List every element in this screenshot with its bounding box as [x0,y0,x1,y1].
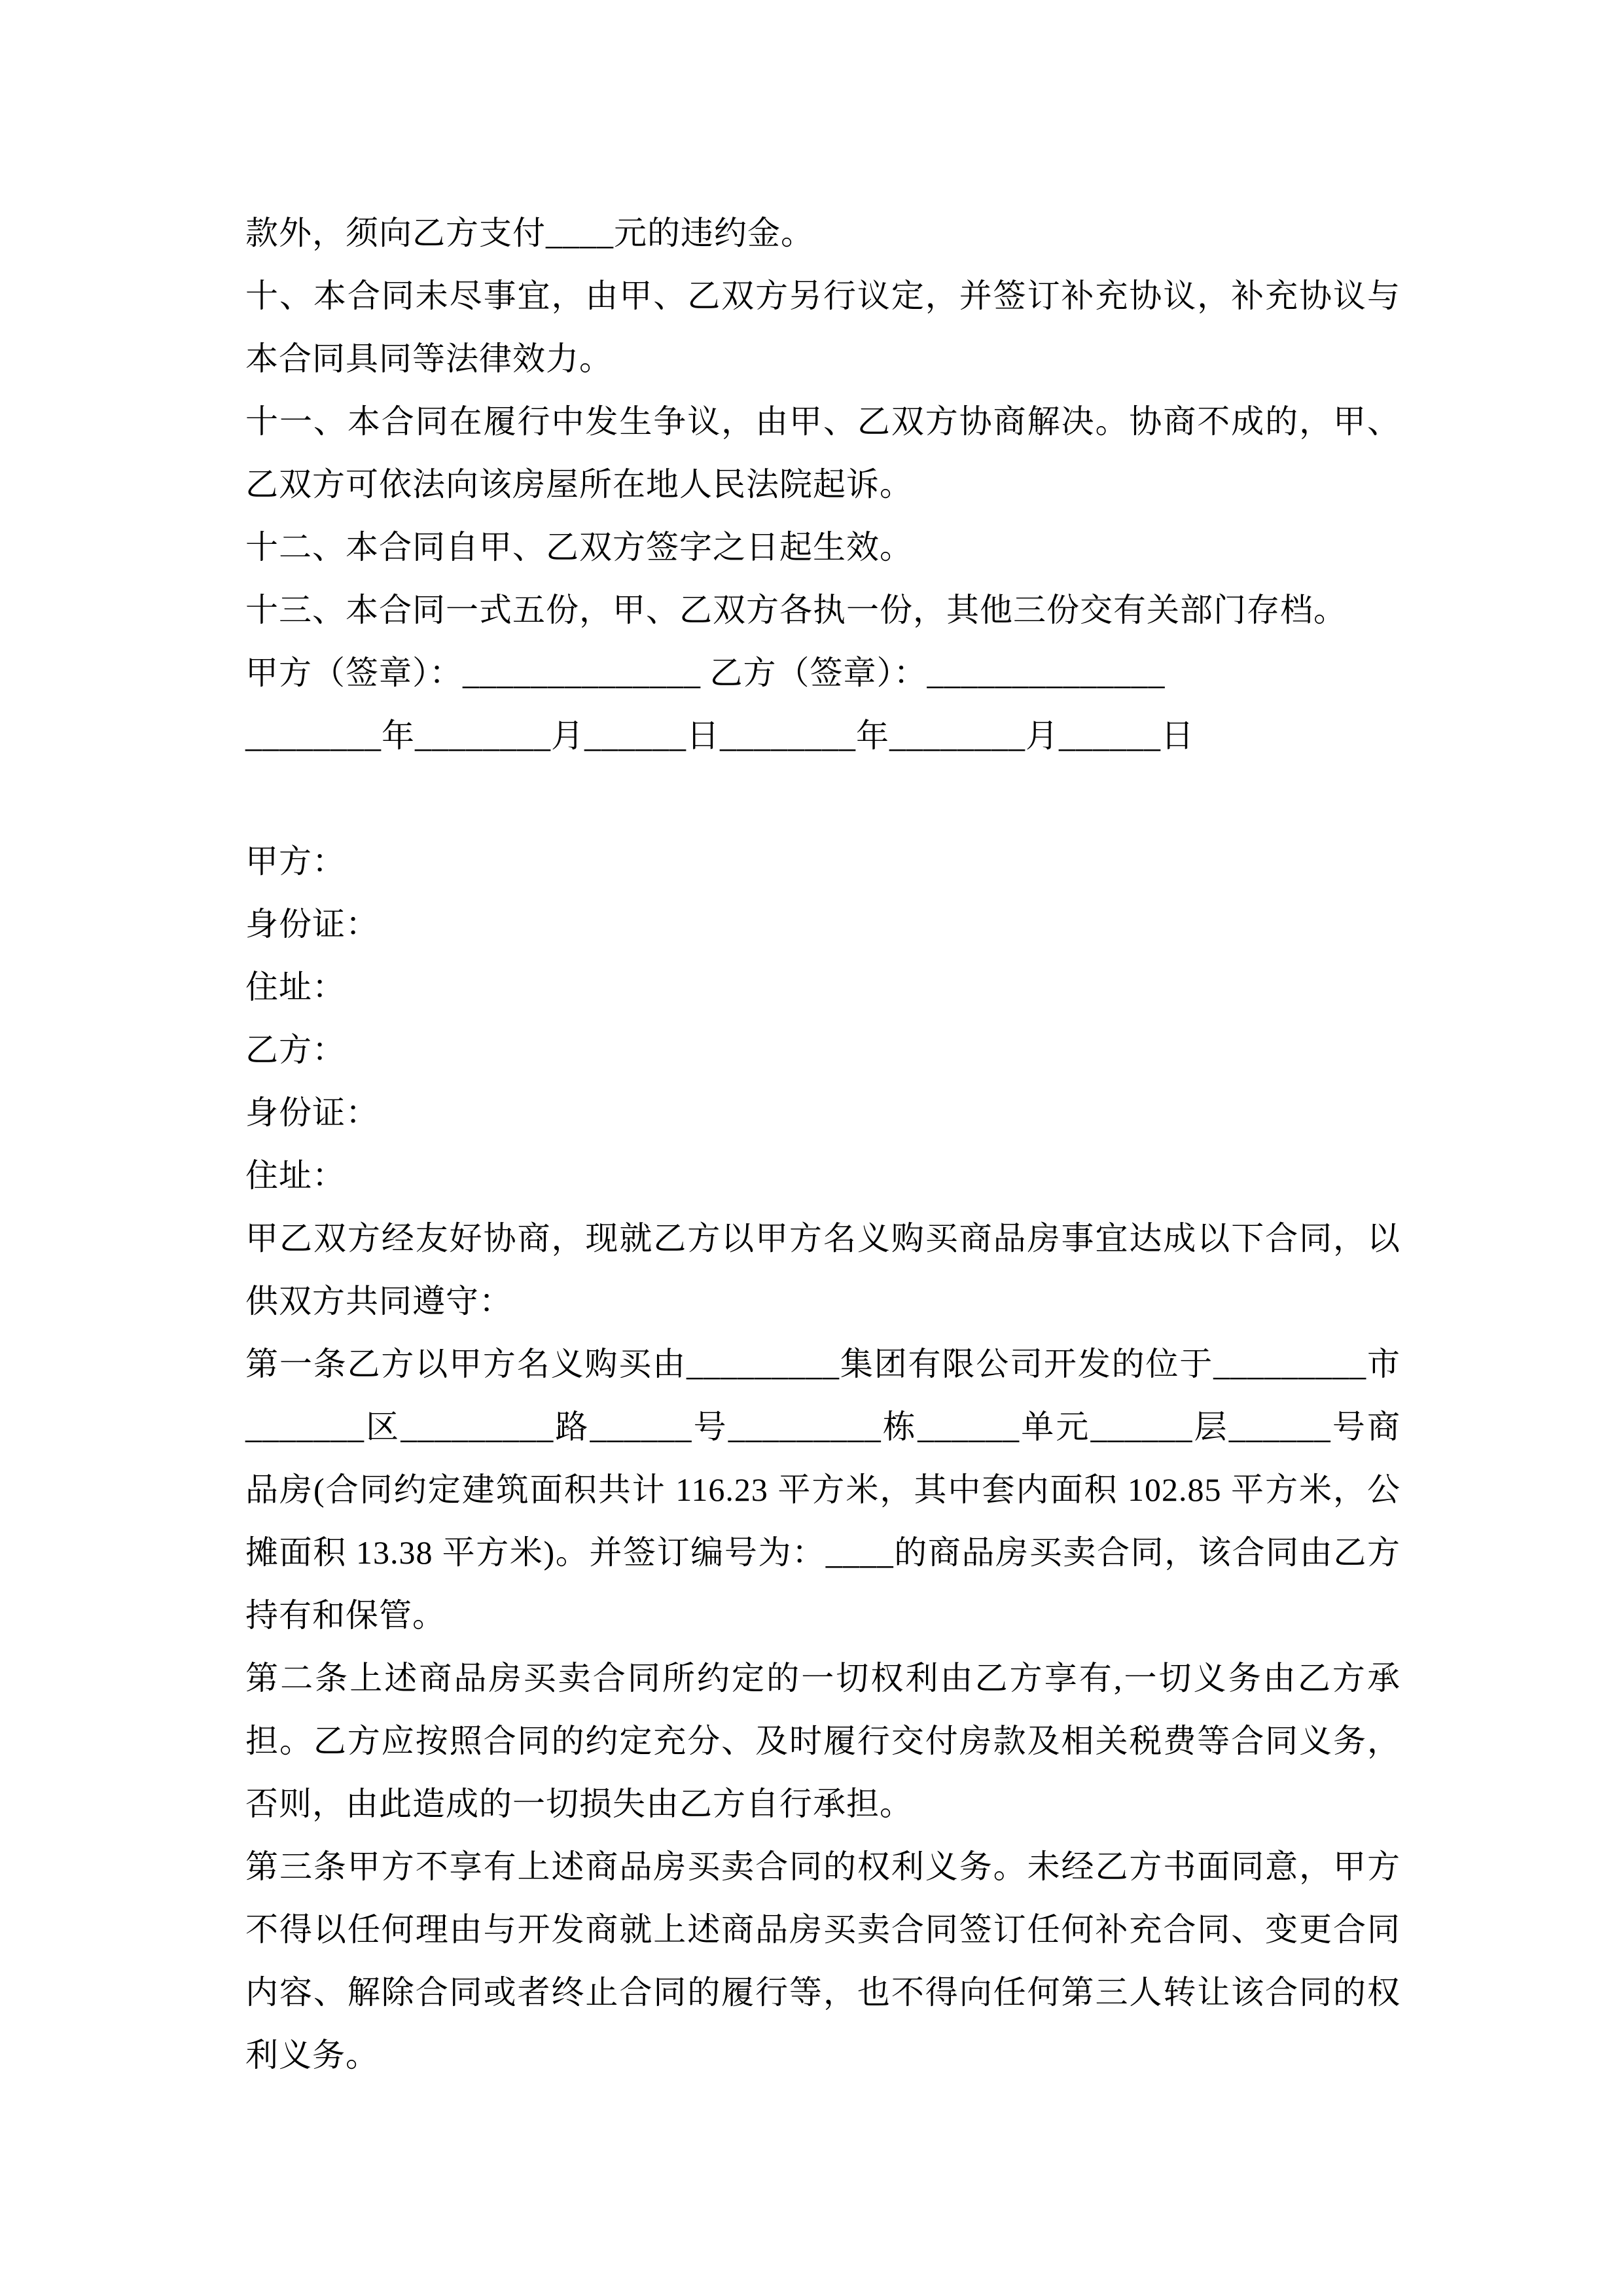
party-b-address-label: 住址： [245,1157,346,1194]
clause-thirteen: 十三、本合同一式五份，甲、乙双方各执一份，其他三份交有关部门存档。 [245,592,1347,628]
party-a-address-label: 住址： [245,969,346,1005]
date-line: ________年________月______日________年________月______日 [245,717,1194,754]
party-a-id-label: 身份证： [245,906,379,942]
clause-twelve: 十二、本合同自甲、乙双方签字之日起生效。 [245,529,913,565]
penalty-clause-continuation: 款外，须向乙方支付____元的违约金。 [245,215,814,251]
clause-ten: 十、本合同未尽事宜，由甲、乙双方另行议定，并签订补充协议，补充协议与本合同具同等法律效力。 [245,278,1400,377]
clause-eleven: 十一、本合同在履行中发生争议，由甲、乙双方协商解决。协商不成的，甲、乙双方可依法向该房屋所在地人民法院起诉。 [245,403,1400,503]
party-a-label: 甲方： [245,843,346,880]
preamble: 甲乙双方经友好协商，现就乙方以甲方名义购买商品房事宜达成以下合同，以供双方共同遵守： [245,1220,1400,1319]
signature-line: 甲方（签章）：______________ 乙方（签章）：______________ [245,655,1166,691]
clause-two: 第二条上述商品房买卖合同所约定的一切权利由乙方享有,一切义务由乙方承担。乙方应按照合同的约定充分、及时履行交付房款及相关税费等合同义务，否则，由此造成的一切损失由乙方自行承担。 [245,1660,1400,1822]
party-b-label: 乙方： [245,1031,346,1068]
blank-line [245,767,1400,830]
party-b-id-label: 身份证： [245,1094,379,1131]
clause-three: 第三条甲方不享有上述商品房买卖合同的权利义务。未经乙方书面同意，甲方不得以任何理由与开发商就上述商品房买卖合同签订任何补充合同、变更合同内容、解除合同或者终止合同的履行等，也不得向任何第三人转让该合同的权利义务。 [245,1848,1400,2073]
clause-one: 第一条乙方以甲方名义购买由_________集团有限公司开发的位于_________市_______区_________路______号_________栋______单元______层______号商品房(合同约定建筑面积共计 116.23 平方米，其中套内面积 102.85 平方米，公摊面积 13.38 平方米)。并签订编号为：____的商品房买卖合同，该合同由乙方持有和保管。 [245,1346,1400,1634]
